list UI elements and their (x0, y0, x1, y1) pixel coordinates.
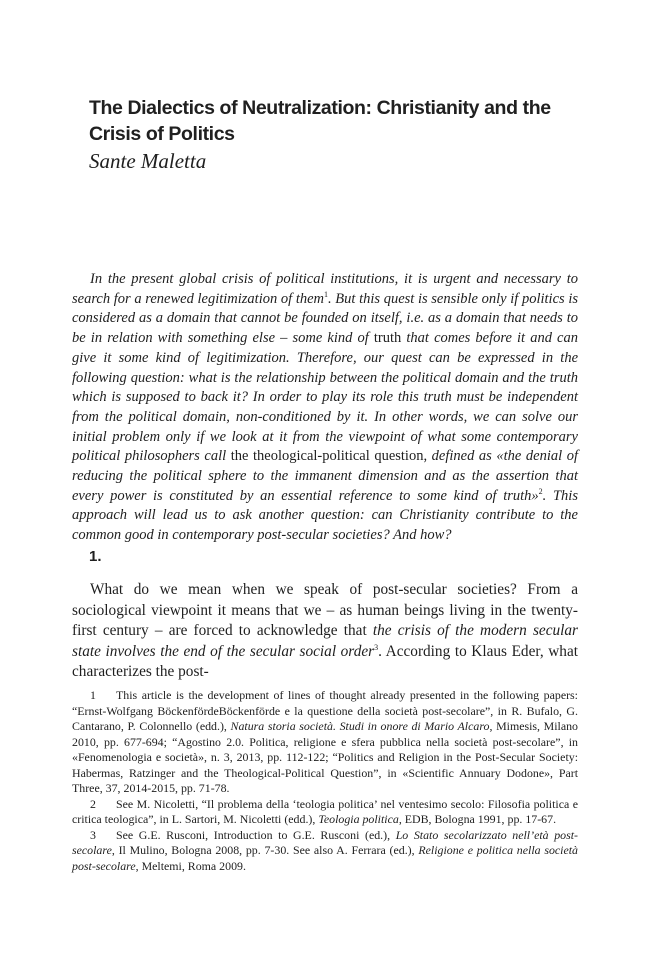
body-text-1: What do we mean when we speak of post-secular societies? From a sociological viewpoint it means that we – as human beings living in the twenty-first century – are forced to acknowledge that (72, 581, 578, 639)
abstract-term-truth: truth (373, 330, 402, 347)
abstract-text-4: defined as «the denial of reducing the political sphere to the immanent dimension and as the assertion that every power is constituted by an essential reference to some kind of truth» (72, 448, 578, 504)
footnote-number: 3 (90, 827, 96, 842)
footnote-number: 2 (90, 796, 96, 811)
footnote-text: See M. Nicoletti, “Il problema della ‘teologia politica’ nel ventesimo secolo: Filosofia politica e critica teologica”, in L. Sartori, M. Nicoletti (edd.), (72, 796, 578, 826)
abstract-text-5: . This approach will lead us to ask another question: can Christianity contribute to the common good in contemporary post-secular societies? And how? (72, 487, 578, 544)
footnote-text: , Il Mulino, Bologna 2008, pp. 7-30. See also A. Ferrara (ed.), (111, 843, 419, 857)
footnote-text: , Meltemi, Roma 2009. (135, 858, 246, 873)
footnote-text: This article is the development of lines of thought already presented in the following papers: “Ernst-Wolfgang BöckenfördeBöckenförde e la questione della società post-secolare”, in R. Bufalo, G. Cantarano, P. Colonnello (edd.), (72, 688, 578, 733)
footnote-text: , EDB, Bologna 1991, pp. 17-67. (398, 812, 557, 826)
body-paragraph (72, 580, 578, 683)
author-name: Sante Maletta (89, 149, 207, 173)
footnote-title: Religione e politica nella società post-secolare (72, 843, 578, 873)
footnote-title: Lo Stato secolarizzato nell’età post-secolare (72, 827, 578, 857)
footnote-ref-2[interactable]: 2 (538, 486, 543, 496)
section-heading: 1. (89, 548, 102, 565)
chapter-title: The Dialectics of Neutralization: Christianity and the Crisis of Politics (89, 97, 551, 145)
footnote-ref-3[interactable]: 3 (374, 642, 379, 652)
body-emphasis: the crisis of the modern secular state involves the end of the secular social order (72, 622, 578, 660)
abstract-text-1: In the present global crisis of political institutions, it is urgent and necessary to search for a renewed legitimization of them (72, 271, 578, 307)
footnote-title: Teologia politica (318, 812, 399, 826)
footnote-title: Natura storia società. Studi in onore di Mario Alcaro (230, 719, 490, 733)
footnote-2 (72, 797, 578, 828)
footnote-text: See G.E. Rusconi, Introduction to G.E. Rusconi (ed.), (116, 827, 396, 842)
abstract-term-theological-political: the theological-political question, (230, 448, 428, 465)
abstract-paragraph (72, 270, 578, 546)
abstract-text-3: that comes before it and can give it some kind of legitimization. Therefore, our quest can be expressed in the following question: what is the relationship between the political domain and the truth which is supposed to back it? In order to play its role this truth must be independent from the political domain, non-conditioned by it. In other words, we can solve our initial problem only if we look at it from the viewpoint of what some contemporary political philosophers call (72, 330, 578, 465)
footnotes (72, 688, 578, 874)
footnote-number: 1 (90, 688, 96, 702)
footnote-3 (72, 828, 578, 875)
footnote-ref-1[interactable]: 1 (324, 289, 329, 299)
footnote-text: , Mimesis, Milano 2010, pp. 677-694; “Agostino 2.0. Politica, religione e sfera pubblica nella società post-secolare”, in «Fenomenologia e società», n. 3, 2013, pp. 112-122; “Politics and Religion in the Post-Secular Society: Habermas, Ratzinger and the Theological-Political Question”, in «Scientific Annuary Dodone», Part Three, 37, 2014-2015, pp. 71-78. (72, 719, 578, 795)
footnote-1 (72, 688, 578, 797)
abstract-text-2: . But this quest is sensible only if politics is considered as a domain that cannot be founded on itself, i.e. as a domain that needs to be in relation with something else – some kind of (72, 290, 578, 347)
body-text-2: . According to Klaus Eder, what characterizes the post- (72, 642, 578, 680)
